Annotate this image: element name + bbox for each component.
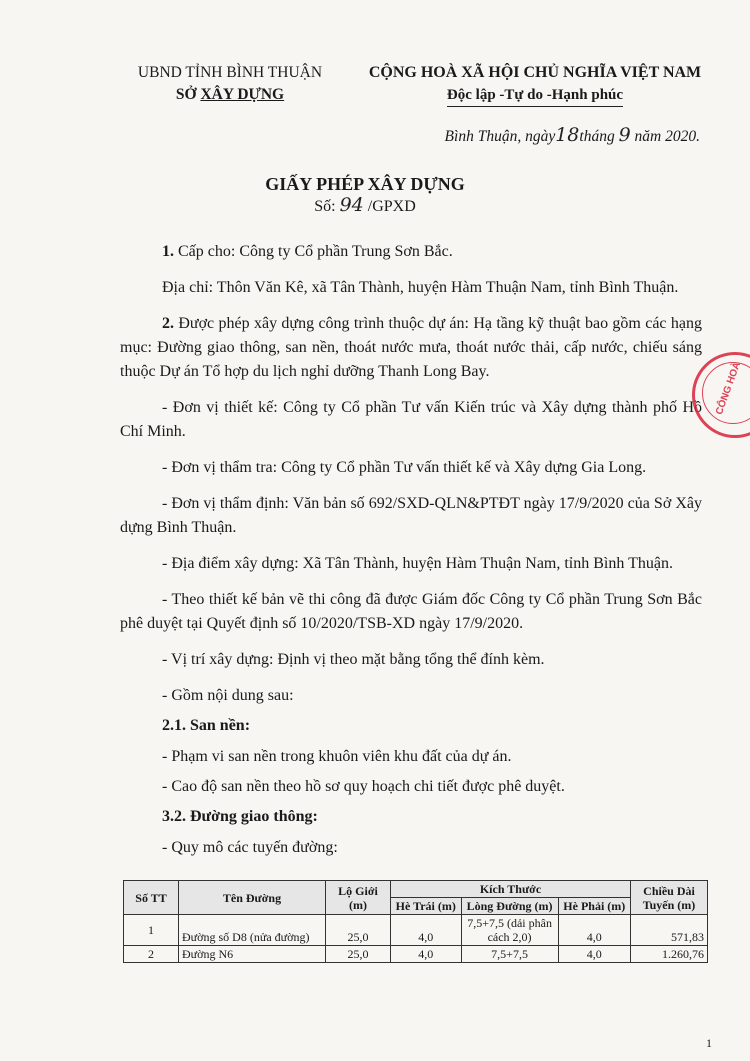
date-month: 9 xyxy=(618,124,631,146)
section-2-1-heading: 2.1. San nền: xyxy=(162,717,251,734)
document-number xyxy=(150,194,580,216)
cell-road: 7,5+7,5 (dải phân cách 2,0) xyxy=(461,915,558,946)
department-prefix: SỞ xyxy=(175,86,201,103)
cell-right: 4,0 xyxy=(558,915,630,946)
document-body xyxy=(120,240,702,866)
page-number: 1 xyxy=(706,1036,712,1050)
cell-row-width: 25,0 xyxy=(326,946,391,963)
date-year: năm 2020. xyxy=(634,128,700,145)
department-underlined: XÂY DỰNG xyxy=(200,86,285,103)
document-title: GIẤY PHÉP XÂY DỰNG xyxy=(265,174,465,194)
section-2-number: 2. xyxy=(162,315,174,332)
table-row xyxy=(124,915,708,946)
cell-name: Đường số D8 (nửa đường) xyxy=(179,915,326,946)
cell-left: 4,0 xyxy=(391,946,462,963)
issuing-authority xyxy=(110,62,350,106)
header-right-sidewalk: Hè Phải (m) xyxy=(558,898,630,915)
cell-right: 4,0 xyxy=(558,946,630,963)
section-1-number: 1. xyxy=(162,243,174,260)
cell-stt: 2 xyxy=(124,946,179,963)
scale-paragraph: - Quy mô các tuyến đường: xyxy=(162,839,338,856)
header-length: Chiều Dài Tuyến (m) xyxy=(631,881,708,915)
header-stt: Số TT xyxy=(124,881,179,915)
cell-road: 7,5+7,5 xyxy=(461,946,558,963)
date-day: 18 xyxy=(555,124,580,146)
location-paragraph: - Địa điểm xây dựng: Xã Tân Thành, huyện Hàm Thuận Nam, tỉnh Bình Thuận. xyxy=(162,555,673,572)
scope-paragraph: - Phạm vi san nền trong khuôn viên khu đất của dự án. xyxy=(162,748,512,765)
national-motto: Độc lập -Tự do -Hạnh phúc xyxy=(447,84,623,107)
section-3-2-heading: 3.2. Đường giao thông: xyxy=(162,808,318,825)
stamp-text: CÔNG HOÀ xyxy=(713,360,744,417)
header-left-sidewalk: Hè Trái (m) xyxy=(391,898,462,915)
header-name: Tên Đường xyxy=(179,881,326,915)
number-prefix: Số: xyxy=(314,198,336,215)
header-roadbed: Lòng Đường (m) xyxy=(461,898,558,915)
header-size: Kích Thước xyxy=(391,881,631,898)
date-place: Bình Thuận, ngày xyxy=(444,128,556,145)
address-paragraph: Địa chỉ: Thôn Văn Kê, xã Tân Thành, huyện Hàm Thuận Nam, tỉnh Bình Thuận. xyxy=(162,279,679,296)
cell-left: 4,0 xyxy=(391,915,462,946)
issue-date xyxy=(360,124,700,146)
cell-stt: 1 xyxy=(124,915,179,946)
position-paragraph: - Vị trí xây dựng: Định vị theo mặt bằng tổng thể đính kèm. xyxy=(162,651,545,668)
department-name xyxy=(110,84,350,106)
authority-name: UBND TỈNH BÌNH THUẬN xyxy=(137,64,323,81)
cell-row-width: 25,0 xyxy=(326,915,391,946)
national-header xyxy=(360,62,710,107)
design-approval-paragraph: - Theo thiết kế bản vẽ thi công đã được Giám đốc Công ty Cổ phần Trung Sơn Bắc phê duyệt tại Quyết định số 10/2020/TSB-XD ngày 17/9/2020. xyxy=(120,591,702,632)
appraisal-unit-paragraph: - Đơn vị thẩm định: Văn bản số 692/SXD-QLN&PTĐT ngày 17/9/2020 của Sở Xây dựng Bình Thuận. xyxy=(120,495,702,536)
cell-length: 1.260,76 xyxy=(631,946,708,963)
design-unit-paragraph: - Đơn vị thiết kế: Công ty Cổ phần Tư vấn Kiến trúc và Xây dựng thành phố Hồ Chí Minh. xyxy=(120,399,702,440)
permit-scope-text: Được phép xây dựng công trình thuộc dự án: Hạ tầng kỹ thuật bao gồm các hạng mục: Đường giao thông, san nền, thoát nước mưa, thoát nước thải, cấp nước, chiếu sáng thuộc Dự án Tổ hợp du lịch nghỉ dưỡng Thanh Long Bay. xyxy=(120,315,702,380)
permit-scope-paragraph xyxy=(120,312,702,384)
contents-paragraph: - Gồm nội dung sau: xyxy=(162,687,294,704)
table-row xyxy=(124,946,708,963)
cell-name: Đường N6 xyxy=(179,946,326,963)
elevation-paragraph: - Cao độ san nền theo hồ sơ quy hoạch chi tiết được phê duyệt. xyxy=(162,778,565,795)
date-month-word: tháng xyxy=(579,128,615,145)
grantee-paragraph xyxy=(120,240,702,264)
review-unit-paragraph: - Đơn vị thẩm tra: Công ty Cổ phần Tư vấn thiết kế và Xây dựng Gia Long. xyxy=(162,459,647,476)
cell-length: 571,83 xyxy=(631,915,708,946)
table-header-row xyxy=(124,881,708,898)
roads-table xyxy=(123,880,708,963)
grantee-text: Cấp cho: Công ty Cổ phần Trung Sơn Bắc. xyxy=(174,243,453,260)
header-row-width: Lộ Giới (m) xyxy=(326,881,391,915)
number-handwritten: 94 xyxy=(339,194,364,216)
number-suffix: /GPXD xyxy=(367,198,416,215)
nation-title: CỘNG HOÀ XÃ HỘI CHỦ NGHĨA VIỆT NAM xyxy=(368,64,702,81)
